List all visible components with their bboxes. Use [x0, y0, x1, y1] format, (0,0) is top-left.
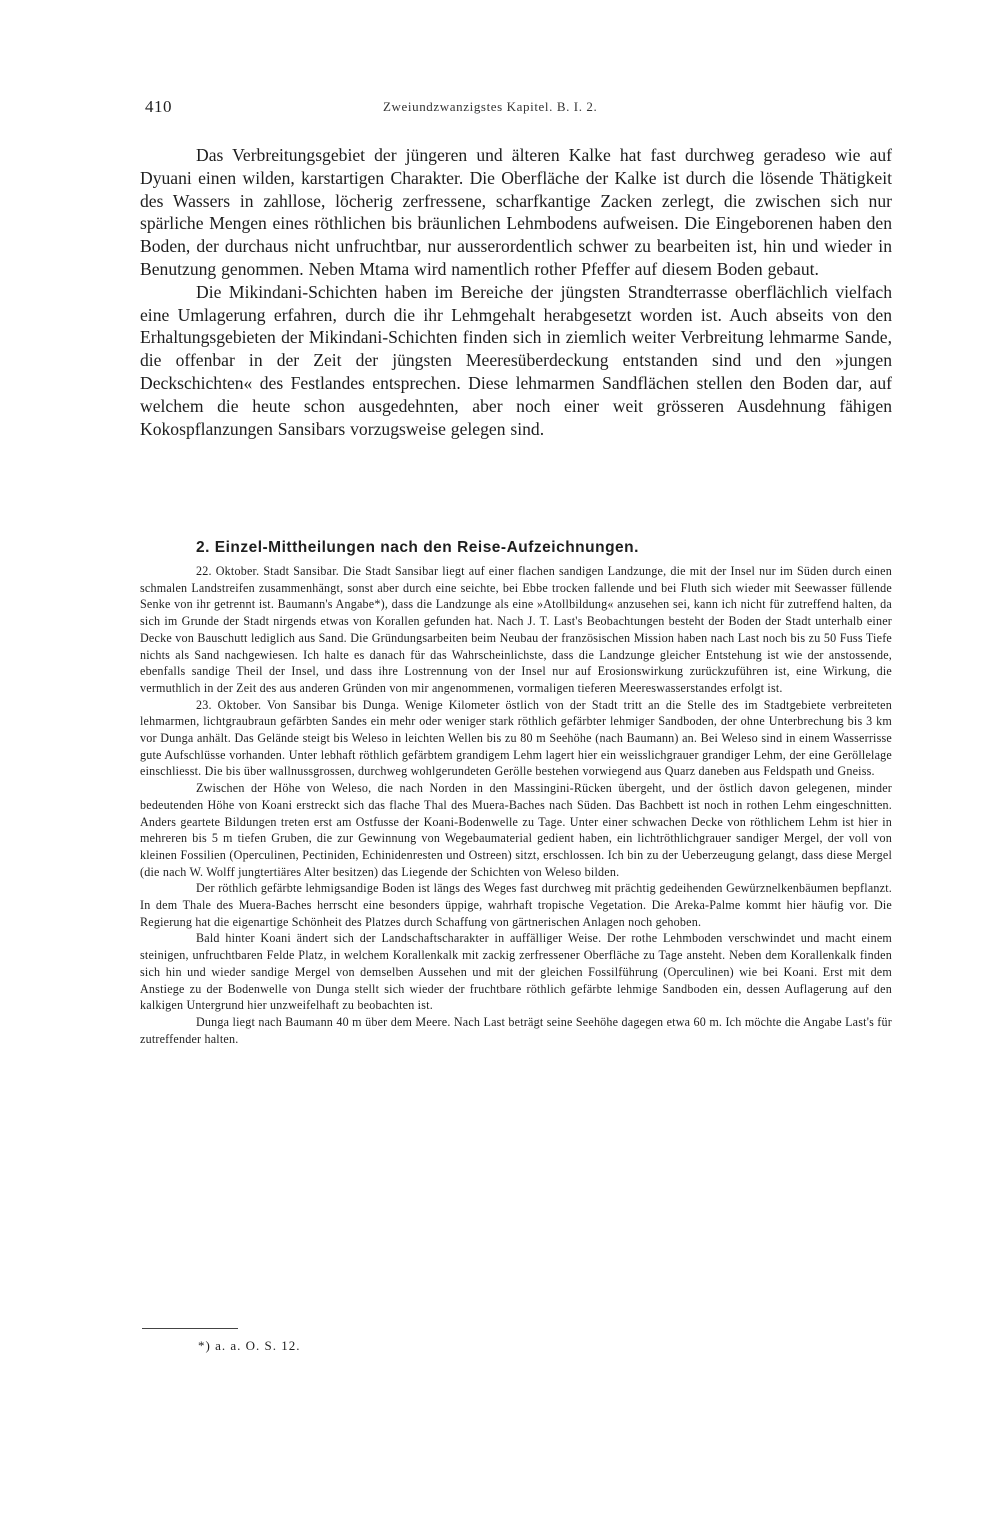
entry-paragraph: Dunga liegt nach Baumann 40 m über dem Meere. Nach Last beträgt seine Seehöhe dagegen etwa 60 m. Ich möchte die Angabe Last's für zutreffender halten.: [140, 1014, 892, 1046]
paragraph: Das Verbreitungsgebiet der jüngeren und älteren Kalke hat fast durchweg geradeso wie auf Dyuani einen wilden, karstartigen Charakter. Die Oberfläche der Kalke ist durch die lösende Thätigkeit des Wassers in zahllose, löcherig zerfressene, scharfkantige Zacken zerlegt, die zwischen sich nur spärliche Mengen eines röthlichen bis bräunlichen Lehmbodens aufweisen. Die Eingeborenen haben den Boden, der durchaus nicht unfruchtbar, nur ausserordentlich schwer zu bearbeiten ist, hin und wieder in Benutzung genommen. Neben Mtama wird namentlich rother Pfeffer auf diesem Boden gebaut.: [140, 145, 892, 279]
entry-paragraph: Zwischen der Höhe von Weleso, die nach Norden in den Massingini-Rücken übergeht, und der östlich davon gelegenen, minder bedeutenden Höhe von Koani erstreckt sich das flache Thal des Muera-Baches nach Süden. Das Bachbett ist noch in rothen Lehm eingeschnitten. Anders geartete Bildungen treten erst am Ostfusse der Koani-Bodenwelle zu Tage. Unter einer schwachen Decke von röthlichem Lehm ist hier in mehreren bis 5 m tiefen Gruben, die zur Gewinnung von Wegebaumaterial gedient haben, ein lichtröthlichgrauer sandiger Mergel, der voll von kleinen Fossilien (Operculinen, Pectiniden, Echinidenresten und Ostreen) sitzt, erschlossen. Ich bin zu der Ueberzeugung gelangt, dass diese Mergel (die nach W. Wolff jungtertiäres Alter besitzen) das Liegende der Schichten von Weleso bilden.: [140, 781, 892, 879]
page-number: 410: [145, 97, 172, 116]
paragraph: Die Mikindani-Schichten haben im Bereiche der jüngsten Strandterrasse oberflächlich vielfach eine Umlagerung erfahren, durch die ihr Lehmgehalt herabgesetzt worden ist. Auch abseits von den Erhaltungsgebieten der Mikindani-Schichten finden sich in ziemlich weiter Verbreitung lehmarme Sande, die offenbar in der Zeit der jüngsten Meeresüberdeckung entstanden sind und den »jungen Deckschichten« des Festlandes entsprechen. Diese lehmarmen Sandflächen stellen den Boden dar, auf welchem die heute schon ausgedehnten, aber noch einer weit grösseren Ausdehnung fähigen Kokospflanzungen Sansibars vorzugsweise gelegen sind.: [140, 281, 892, 439]
footnote-divider: [142, 1328, 238, 1329]
travel-notes: [140, 563, 892, 1047]
entry-paragraph: Der röthlich gefärbte lehmigsandige Boden ist längs des Weges fast durchweg mit prächtig gedeihenden Gewürznelkenbäumen bepflanzt. In dem Thale des Muera-Baches herrscht eine besonders üppige, wahrhaft tropische Vegetation. Die Areka-Palme kommt hier häufig vor. Die Regierung hat die eigenartige Schönheit des Platzes durch Schaffung von gärtnerischen Anlagen noch gehoben.: [140, 881, 892, 929]
section-heading: 2. Einzel-Mittheilungen nach den Reise-Aufzeichnungen.: [196, 539, 639, 556]
entry-paragraph: Bald hinter Koani ändert sich der Landschaftscharakter in auffälliger Weise. Der rothe Lehmboden verschwindet und macht einem steinigen, unfruchtbaren Felde Platz, in welchem Korallenkalk mit zackig zerfressener Oberfläche zu Tage ansteht. Neben dem Korallenkalk finden sich hin und wieder sandige Mergel von demselben Aussehen und mit der gleichen Fossilführung (Operculinen) wie bei Koani. Erst mit dem Anstiege zu der Bodenwelle von Dunga stellt sich wieder der fruchtbare röthlich gefärbte lehmige Sandboden ein, dessen Auflagerung auf den kalkigen Untergrund hier unzweifelhaft zu beobachten ist.: [140, 931, 892, 1013]
entry-paragraph: 23. Oktober. Von Sansibar bis Dunga. Wenige Kilometer östlich von der Stadt tritt an die Stelle des im Stadtgebiete verbreiteten lehmarmen, lichtgraubraun gefärbten Sandes ein mehr oder weniger stark röthlich gefärbter lehmiger Sandboden, der ohne Unterbrechung bis 3 km vor Dunga anhält. Das Gelände steigt bis Weleso in leichten Wellen bis zu 80 m Seehöhe (nach Baumann) an. Bei Weleso sind in einem Wasserrisse gute Aufschlüsse vorhanden. Unter lebhaft röthlich gefärbtem grandigem Lehm lagert hier ein weisslichgrauer grandiger Lehm, der eine Geröllelage einschliesst. Die bis über wallnussgrossen, durchweg wohlgerundeten Gerölle bestehen vorwiegend aus Quarz daneben aus Feldspath und Gneiss.: [140, 697, 892, 779]
entry-paragraph: 22. Oktober. Stadt Sansibar. Die Stadt Sansibar liegt auf einer flachen sandigen Landzunge, die mit der Insel nur im Süden durch einen schmalen Landstreifen zusammenhängt, sonst aber durch eine seichte, bei Ebbe trocken fallende und bei Fluth sich wieder mit Seewasser füllende Senke von ihr getrennt ist. Baumann's Angabe*), dass die Landzunge als eine »Atollbildung« anzusehen sei, kann ich nicht für zutreffend halten, da sich im Grunde der Stadt nirgends etwas von Korallen gefunden hat. Nach J. T. Last's Beobachtungen besteht der Boden der Stadt unterhalb einer Decke von Bauschutt lediglich aus Sand. Die Gründungsarbeiten beim Neubau der französischen Mission haben nach Last noch bis zu 50 Fuss Tiefe nichts als Sand nachgewiesen. Ich halte es danach für das Wahrscheinlichste, dass die Landzunge gleicher Entstehung ist wie der anstossende, ebenfalls sandige Theil der Insel, und dass ihre Lostrennung von der Insel nur auf Erosionswirkung zurückzuführen ist, eine Wirkung, die vermuthlich in der Zeit des aus anderen Gründen von mir angenommenen, vormaligen tieferen Meereswasserstandes erfolgt ist.: [140, 564, 892, 695]
running-head: Zweiundzwanzigstes Kapitel. B. I. 2.: [383, 99, 598, 114]
footnote: *) a. a. O. S. 12.: [198, 1338, 301, 1353]
page-header: [145, 97, 890, 121]
intro-text: [140, 144, 892, 440]
